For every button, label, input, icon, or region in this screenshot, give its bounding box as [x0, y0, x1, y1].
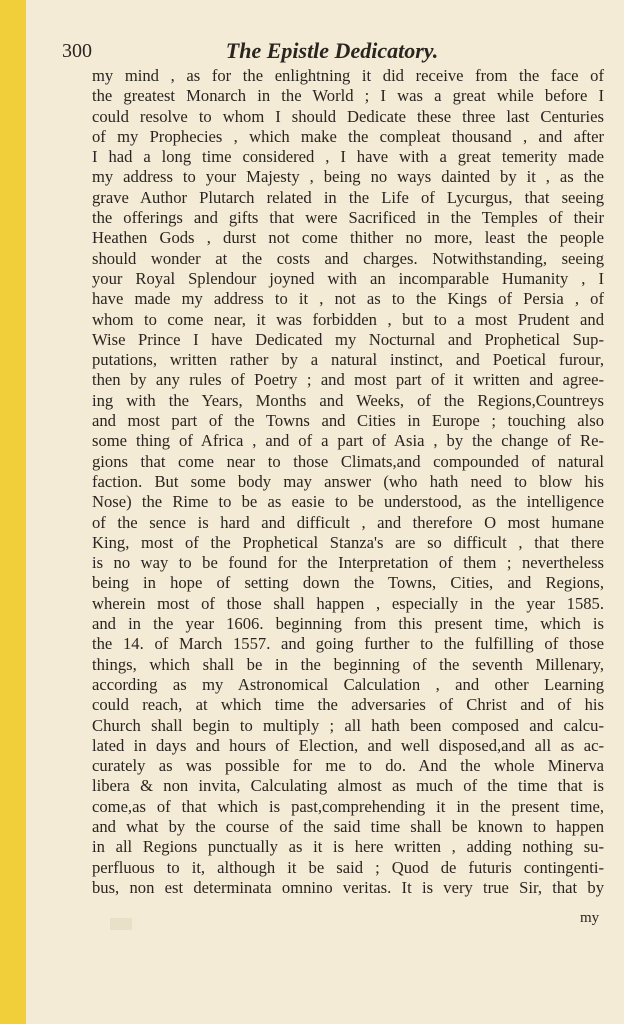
text-line: grave Author Plutarch related in the Life of Lycurgus, that seeing [92, 187, 604, 207]
text-line: and what by the course of the said time shall be known to happen [92, 816, 604, 836]
text-line: Wise Prince I have Dedicated my Nocturnal and Prophetical Sup- [92, 329, 604, 349]
text-line: of the sence is hard and difficult , and therefore O most humane [92, 512, 604, 532]
text-line: the greatest Monarch in the World ; I was a great while before I [92, 86, 604, 106]
body-text [92, 66, 604, 898]
ink-stain [110, 918, 132, 930]
text-line: and most part of the Towns and Cities in Europe ; touching also [92, 411, 604, 431]
page-number: 300 [62, 40, 92, 62]
yellow-page-edge [0, 0, 26, 1024]
text-line: libera & non invita, Calculating almost as much of the time that is [92, 776, 604, 796]
text-line: being in hope of setting down the Towns, Cities, and Regions, [92, 573, 604, 593]
text-line: some thing of Africa , and of a part of Asia , by the change of Re- [92, 431, 604, 451]
text-line: Heathen Gods , durst not come thither no more, least the people [92, 228, 604, 248]
text-line: of my Prophecies , which make the compleat thousand , and after [92, 126, 604, 146]
page-header [62, 38, 602, 68]
text-line: putations, written rather by a natural instinct, and Poetical furour, [92, 350, 604, 370]
running-head: The Epistle Dedicatory. [225, 38, 439, 63]
text-line: perfluous to it, although it be said ; Quod de futuris contingenti- [92, 857, 604, 877]
text-line: bus, non est determinata omnino veritas. It is very true Sir, that by [92, 877, 604, 897]
text-line: Nose) the Rime to be as easie to be understood, as the intelligence [92, 492, 604, 512]
text-line: in all Regions punctually as it is here written , adding nothing su- [92, 837, 604, 857]
text-line: gions that come near to those Climats,and compounded of natural [92, 451, 604, 471]
text-line: your Royal Splendour joyned with an incomparable Humanity , I [92, 268, 604, 288]
text-line: Church shall begin to multiply ; all hath been composed and calcu- [92, 715, 604, 735]
text-line: according as my Astronomical Calculation , and other Learning [92, 674, 604, 694]
text-line: is no way to be found for the Interpretation of them ; nevertheless [92, 553, 604, 573]
text-line: my mind , as for the enlightning it did receive from the face of [92, 66, 604, 85]
text-line: have made my address to it , not as to the Kings of Persia , of [92, 289, 604, 309]
text-line: faction. But some body may answer (who hath need to blow his [92, 471, 604, 491]
text-line: come,as of that which is past,comprehending it in the present time, [92, 796, 604, 816]
text-line: could resolve to whom I should Dedicate these three last Centuries [92, 106, 604, 126]
text-line: wherein most of those shall happen , especially in the year 1585. [92, 593, 604, 613]
text-line: could reach, at which time the adversaries of Christ and of his [92, 695, 604, 715]
text-line: the offerings and gifts that were Sacrificed in the Temples of their [92, 208, 604, 228]
text-line: then by any rules of Poetry ; and most part of it written and agree- [92, 370, 604, 390]
text-line: lated in days and hours of Election, and well disposed,and all as ac- [92, 735, 604, 755]
text-line: I had a long time considered , I have with a great temerity made [92, 147, 604, 167]
catchword: my [580, 910, 600, 926]
text-line: and in the year 1606. beginning from this present time, which is [92, 614, 604, 634]
text-line: the 14. of March 1557. and going further to the fulfilling of those [92, 634, 604, 654]
text-line: should wonder at the costs and charges. Notwithstanding, seeing [92, 248, 604, 268]
text-line: my address to your Majesty , being no ways dainted by it , as the [92, 167, 604, 187]
text-line: ing with the Years, Months and Weeks, of the Regions,Countreys [92, 390, 604, 410]
text-line: curately as was possible for me to do. And the whole Minerva [92, 756, 604, 776]
text-line: King, most of the Prophetical Stanza's are so difficult , that there [92, 532, 604, 552]
text-line: things, which shall be in the beginning of the seventh Millenary, [92, 654, 604, 674]
text-line: whom to come near, it was forbidden , but to a most Prudent and [92, 309, 604, 329]
